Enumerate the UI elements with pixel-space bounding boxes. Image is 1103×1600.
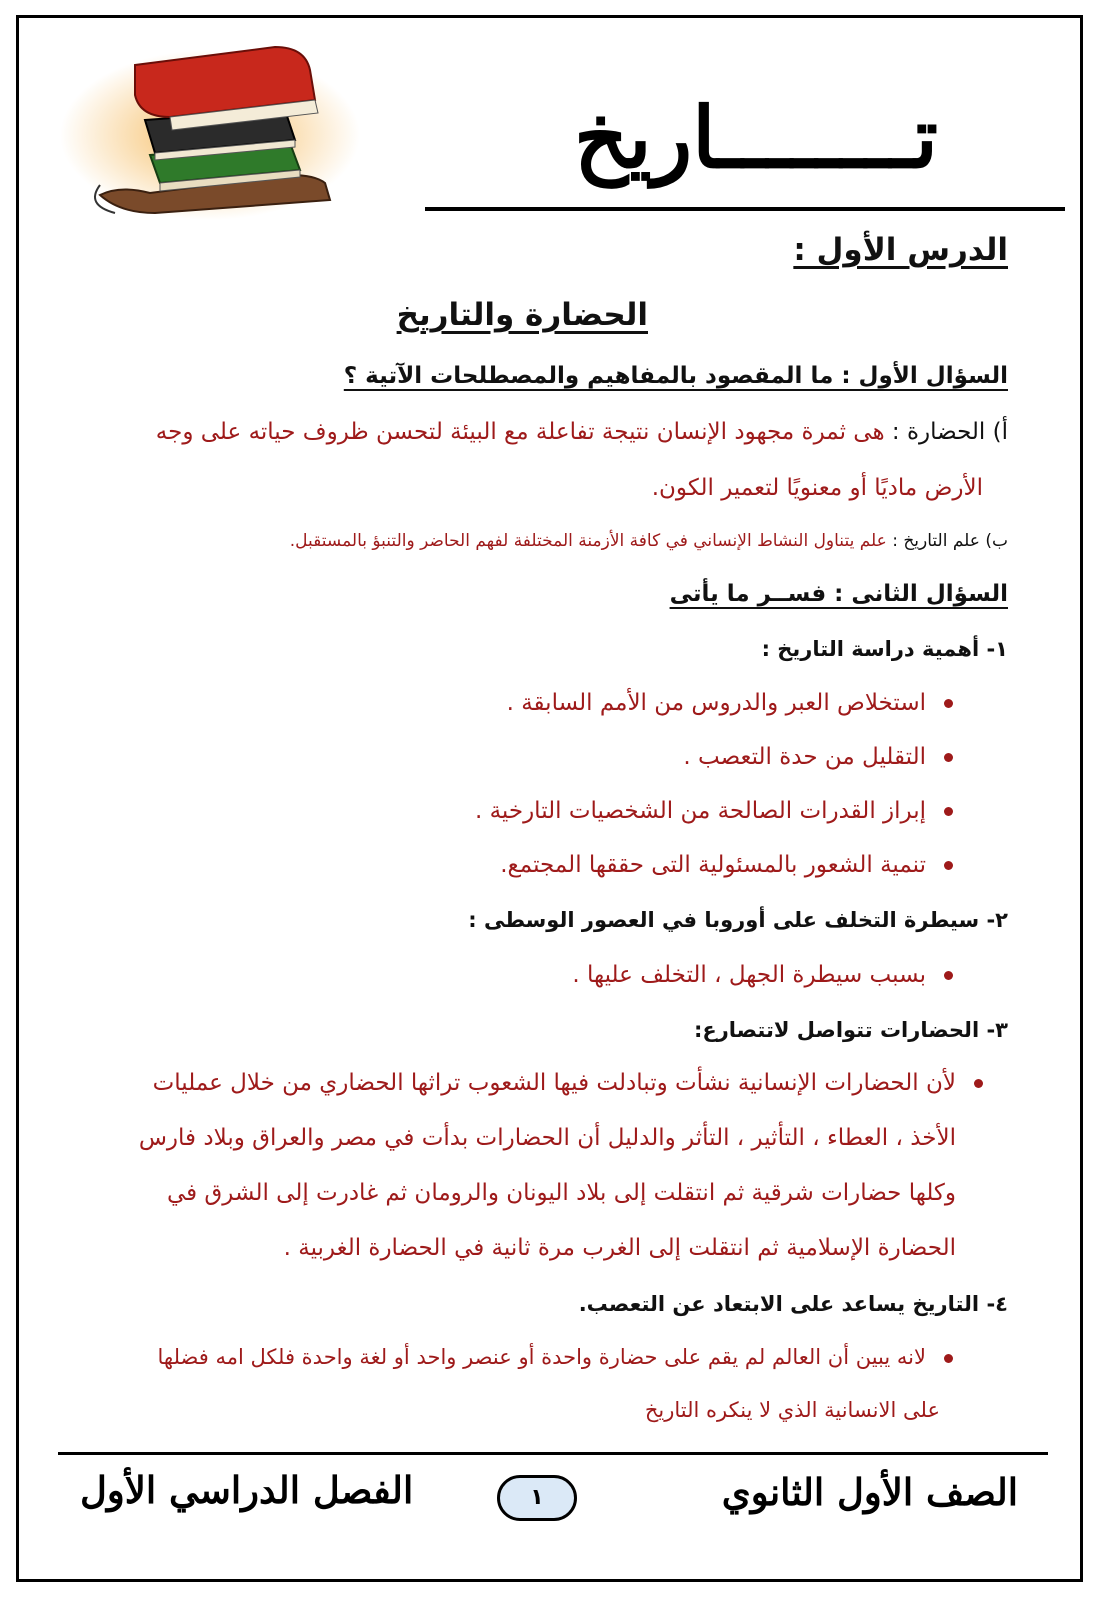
q1-b-line [290, 531, 1008, 551]
list-item [475, 798, 953, 824]
q2-item3-line4: الحضارة الإسلامية ثم انتقلت إلى الغرب مرة ثانية في الحضارة الغربية . [283, 1235, 956, 1261]
bullet-dot [944, 699, 953, 708]
paragraph-text: لانه يبين أن العالم لم يقم على حضارة واحدة أو عنصر واحد أو لغة واحدة فلكل امه فضلها [157, 1345, 926, 1369]
title-divider [425, 207, 1065, 211]
footer-grade: الصف الأول الثانوي [721, 1470, 1018, 1514]
lesson-title: الحضارة والتاريخ [396, 297, 648, 333]
q2-item3-line3: وكلها حضارات شرقية ثم انتقلت إلى بلاد اليونان والرومان ثم غادرت إلى الشرق في [166, 1180, 956, 1206]
bullet-text: بسبب سيطرة الجهل ، التخلف عليها . [572, 962, 926, 988]
lesson-label: الدرس الأول : [793, 232, 1008, 268]
q1-a-line2: الأرض ماديًا أو معنويًا لتعمير الكون. [651, 475, 983, 501]
page-number-badge: ١ [497, 1475, 577, 1521]
paragraph-text: لأن الحضارات الإنسانية نشأت وتبادلت فيها الشعوب تراثها الحضاري من خلال عمليات [152, 1070, 956, 1096]
q1-a-prefix: أ) الحضارة : [884, 419, 1008, 445]
list-item [500, 852, 953, 878]
bullet-dot [944, 861, 953, 870]
bullet-dot [944, 807, 953, 816]
list-item [507, 690, 953, 716]
bullet-dot [974, 1079, 983, 1088]
bullet-dot [944, 971, 953, 980]
q1-a-line1 [156, 419, 1008, 445]
list-item [572, 962, 953, 988]
bullet-text: استخلاص العبر والدروس من الأمم السابقة . [506, 690, 926, 716]
q2-item1-title: ١- أهمية دراسة التاريخ : [761, 637, 1008, 661]
q2-item4-line2: على الانسانية الذي لا ينكره التاريخ [644, 1398, 940, 1422]
footer-term: الفصل الدراسي الأول [80, 1468, 414, 1512]
footer-divider [58, 1452, 1048, 1455]
q2-item3-line1 [153, 1070, 983, 1096]
q2-item3-title: ٣- الحضارات تتواصل لاتتصارع: [693, 1018, 1008, 1042]
q2-item3-line2: الأخذ ، العطاء ، التأثير ، التأثر والدليل أن الحضارات بدأت في مصر والعراق وبلاد فارس [138, 1125, 956, 1151]
q1-b-prefix: ب) علم التاريخ : [886, 531, 1008, 551]
q1-heading: السؤال الأول : ما المقصود بالمفاهيم والمصطلحات الآتية ؟ [343, 363, 1008, 389]
q2-heading: السؤال الثانى : فســر ما يأتى [669, 581, 1008, 607]
bullet-text: تنمية الشعور بالمسئولية التى حققها المجتمع. [500, 852, 926, 878]
subject-title: تــــــــاريخ [573, 88, 938, 187]
bullet-dot [944, 1354, 953, 1363]
books-illustration [60, 35, 360, 220]
q2-item4-line1 [158, 1345, 953, 1369]
q1-b-text: علم يتناول النشاط الإنساني في كافة الأزمنة المختلفة لفهم الحاضر والتنبؤ بالمستقبل. [289, 531, 887, 551]
q1-a-text-1: هى ثمرة مجهود الإنسان نتيجة تفاعلة مع البيئة لتحسن ظروف حياته على وجه [155, 419, 885, 445]
bullet-text: التقليل من حدة التعصب . [683, 744, 926, 770]
list-item [683, 744, 953, 770]
bullet-text: إبراز القدرات الصالحة من الشخصيات التارخية . [474, 798, 926, 824]
q2-item2-title: ٢- سيطرة التخلف على أوروبا في العصور الوسطى : [468, 908, 1008, 932]
q2-item4-title: ٤- التاريخ يساعد على الابتعاد عن التعصب. [578, 1292, 1008, 1316]
bullet-dot [944, 753, 953, 762]
